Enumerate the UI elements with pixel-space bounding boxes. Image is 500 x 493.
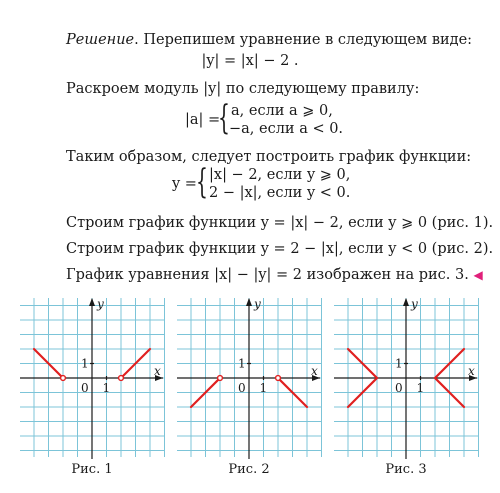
y-axis-arrow-icon xyxy=(89,298,95,306)
x-unit-label: 1 xyxy=(102,381,111,395)
solution-word: Решение xyxy=(66,32,135,48)
line-3: Таким образом, следует построить график функции: xyxy=(66,149,472,165)
line-1-rest: . Перепишем уравнение в следующем виде: xyxy=(134,32,473,48)
line-4: Строим график функции y = |x| − 2, если y ⩾ 0 (рис. 1). xyxy=(66,215,494,231)
graph-2 xyxy=(177,296,322,459)
x-unit-label: 1 xyxy=(259,381,268,395)
caption-2: Рис. 2 xyxy=(228,462,270,477)
y-axis-label: y xyxy=(254,297,261,311)
caption-3: Рис. 3 xyxy=(385,462,427,477)
y-axis-arrow-icon xyxy=(246,298,252,306)
y-unit-label: 1 xyxy=(395,356,403,371)
x-axis-label: x xyxy=(468,364,475,378)
line-2: Раскроем модуль |y| по следующему правилу: xyxy=(66,81,420,97)
y-unit-label: 1 xyxy=(238,356,246,371)
origin-label: 0 xyxy=(81,381,89,395)
end-mark-icon: ◀ xyxy=(473,268,483,282)
y-unit-label: 1 xyxy=(81,356,89,371)
y-axis-label: y xyxy=(97,297,104,311)
brace-1: { xyxy=(218,98,230,138)
piecewise-definition xyxy=(172,162,372,206)
y-case-1: |x| − 2, если y ⩾ 0, xyxy=(209,167,351,183)
x-unit-label: 1 xyxy=(416,381,425,395)
x-axis-label: x xyxy=(154,364,161,378)
y-axis-label: y xyxy=(411,297,418,311)
open-point xyxy=(61,376,66,381)
caption-1: Рис. 1 xyxy=(71,462,113,477)
line-6 xyxy=(66,266,483,284)
equation-1: |y| = |x| − 2 . xyxy=(201,53,299,69)
figure-2 xyxy=(177,296,322,459)
origin-label: 0 xyxy=(238,381,246,395)
y-case-2: 2 − |x|, если y < 0. xyxy=(209,185,351,201)
open-point xyxy=(276,376,281,381)
abs-definition xyxy=(185,98,345,142)
graph-1 xyxy=(20,296,165,459)
open-point xyxy=(119,376,124,381)
x-axis-label: x xyxy=(311,364,318,378)
y-axis-arrow-icon xyxy=(403,298,409,306)
line-6-text: График уравнения |x| − |y| = 2 изображен на рис. 3. xyxy=(66,267,469,283)
abs-case-2: −a, если a < 0. xyxy=(229,121,344,137)
open-point xyxy=(218,376,223,381)
line-1 xyxy=(66,31,472,49)
abs-case-1: a, если a ⩾ 0, xyxy=(231,103,333,119)
brace-2: { xyxy=(196,162,208,202)
abs-lhs: |a| = xyxy=(185,112,221,128)
figure-1 xyxy=(20,296,165,459)
origin-label: 0 xyxy=(395,381,403,395)
y-lhs: y = xyxy=(172,176,197,192)
line-5: Строим график функции y = 2 − |x|, если y < 0 (рис. 2). xyxy=(66,241,494,257)
graph-3 xyxy=(334,296,479,459)
figure-3 xyxy=(334,296,479,459)
